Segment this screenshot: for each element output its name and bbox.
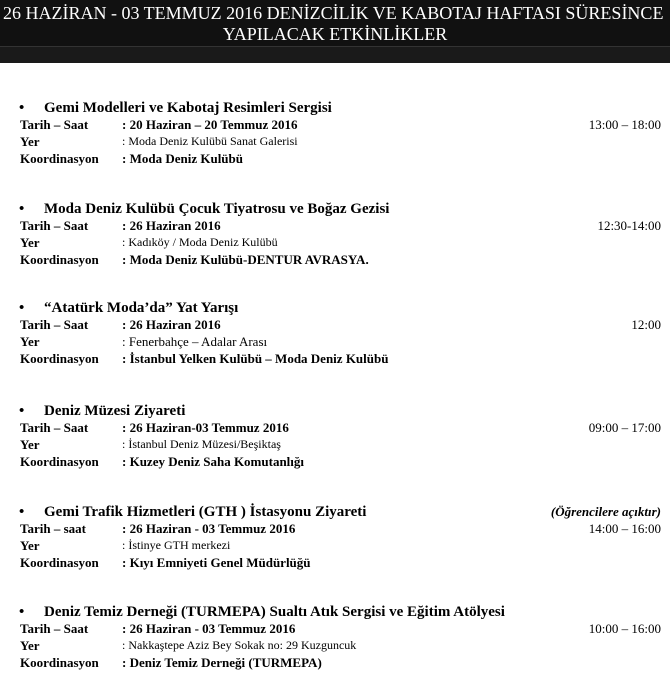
coord-value: : Moda Deniz Kulübü — [122, 151, 243, 166]
bullet-icon: • — [19, 201, 25, 217]
time-value: 12:00 — [631, 317, 661, 332]
date-label: Tarih – Saat — [20, 420, 89, 435]
event-note: (Öğrencilere açıktır) — [550, 504, 661, 519]
time-value: 12:30-14:00 — [597, 218, 661, 233]
place-value: : Nakkaştepe Aziz Bey Sokak no: 29 Kuzguncuk — [122, 638, 357, 652]
date-value: : 26 Haziran 2016 — [122, 218, 221, 233]
coord-label: Koordinasyon — [20, 252, 99, 267]
date-label: Tarih – Saat — [20, 218, 89, 233]
header-band — [0, 46, 670, 63]
header-banner — [0, 0, 670, 62]
event-title: Gemi Modelleri ve Kabotaj Resimleri Sergisi — [44, 100, 332, 116]
bullet-icon: • — [19, 604, 25, 620]
coord-label: Koordinasyon — [20, 555, 99, 570]
event-title: Moda Deniz Kulübü Çocuk Tiyatrosu ve Boğaz Gezisi — [44, 201, 390, 217]
date-label: Tarih – Saat — [20, 117, 89, 132]
coord-label: Koordinasyon — [20, 454, 99, 469]
coord-value: : İstanbul Yelken Kulübü – Moda Deniz Kulübü — [122, 351, 389, 366]
date-value: : 26 Haziran 2016 — [122, 317, 221, 332]
place-label: Yer — [20, 538, 40, 553]
coord-value: : Moda Deniz Kulübü-DENTUR AVRASYA. — [122, 252, 369, 267]
coord-value: : Deniz Temiz Derneği (TURMEPA) — [122, 655, 322, 670]
bullet-icon: • — [19, 504, 25, 520]
place-label: Yer — [20, 235, 40, 250]
place-label: Yer — [20, 134, 40, 149]
date-value: : 26 Haziran - 03 Temmuz 2016 — [122, 521, 296, 536]
date-label: Tarih – Saat — [20, 621, 89, 636]
bullet-icon: • — [19, 300, 25, 316]
date-label: Tarih – Saat — [20, 317, 89, 332]
place-value: : Moda Deniz Kulübü Sanat Galerisi — [122, 134, 298, 148]
place-label: Yer — [20, 638, 40, 653]
event-title: Deniz Temiz Derneği (TURMEPA) Sualtı Atık Sergisi ve Eğitim Atölyesi — [44, 604, 505, 620]
date-value: : 26 Haziran - 03 Temmuz 2016 — [122, 621, 296, 636]
date-label: Tarih – saat — [20, 521, 86, 536]
bullet-icon: • — [19, 100, 25, 116]
time-value: 14:00 – 16:00 — [588, 521, 661, 536]
time-value: 10:00 – 16:00 — [588, 621, 661, 636]
date-value: : 20 Haziran – 20 Temmuz 2016 — [122, 117, 298, 132]
event-title: Deniz Müzesi Ziyareti — [44, 403, 186, 419]
time-value: 13:00 – 18:00 — [588, 117, 661, 132]
event-title: Gemi Trafik Hizmetleri (GTH ) İstasyonu Ziyareti — [44, 504, 367, 520]
coord-value: : Kuzey Deniz Saha Komutanlığı — [122, 454, 305, 469]
place-label: Yer — [20, 334, 40, 349]
bullet-icon: • — [19, 403, 25, 419]
time-value: 09:00 – 17:00 — [588, 420, 661, 435]
coord-label: Koordinasyon — [20, 655, 99, 670]
page-title-line2: YAPILACAK ETKİNLİKLER — [222, 24, 448, 44]
place-value: : İstinye GTH merkezi — [122, 538, 231, 552]
date-value: : 26 Haziran-03 Temmuz 2016 — [122, 420, 289, 435]
page-title-line1: 26 HAZİRAN - 03 TEMMUZ 2016 DENİZCİLİK VE KABOTAJ HAFTASI SÜRESİNCE — [3, 3, 664, 23]
coord-label: Koordinasyon — [20, 351, 99, 366]
event-title: “Atatürk Moda’da” Yat Yarışı — [44, 300, 239, 316]
place-value: : Fenerbahçe – Adalar Arası — [122, 334, 268, 349]
place-value: : Kadıköy / Moda Deniz Kulübü — [122, 235, 278, 249]
coord-label: Koordinasyon — [20, 151, 99, 166]
coord-value: : Kıyı Emniyeti Genel Müdürlüğü — [122, 555, 311, 570]
place-value: : İstanbul Deniz Müzesi/Beşiktaş — [122, 437, 281, 451]
place-label: Yer — [20, 437, 40, 452]
